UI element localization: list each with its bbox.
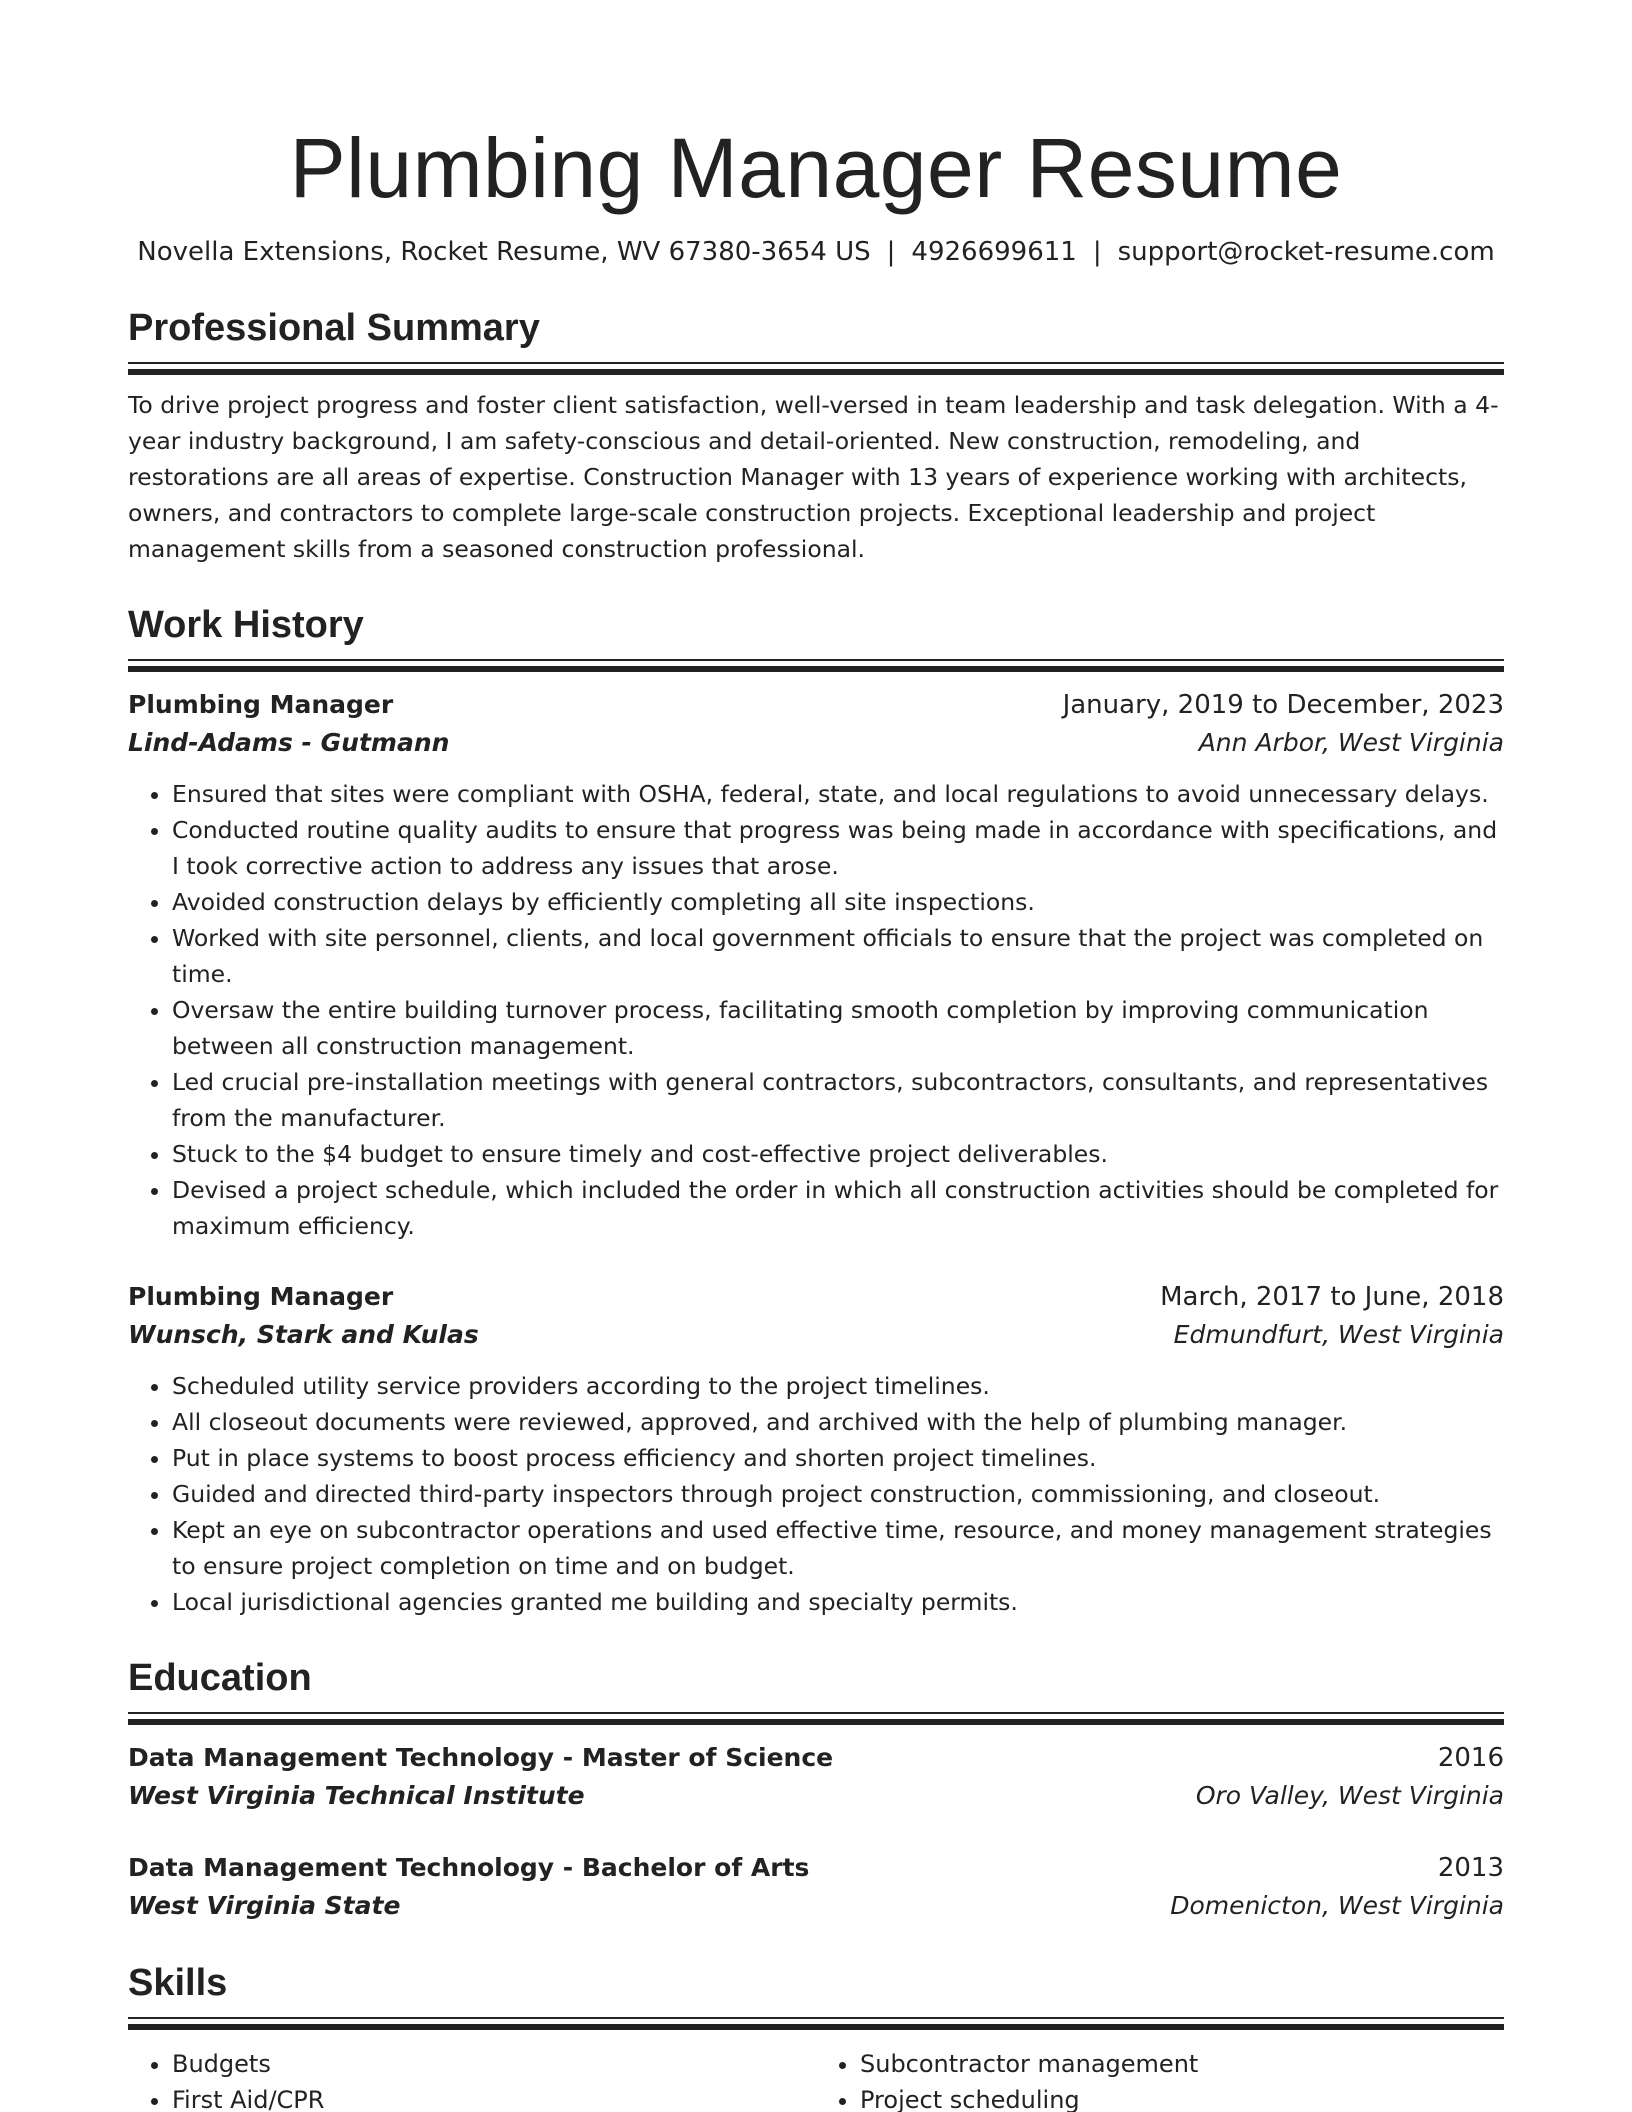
- skills-heading: Skills: [128, 1962, 228, 2004]
- job-header: [128, 1278, 1504, 1316]
- bullet-item: • Scheduled utility service providers according to the project timelines.: [172, 1368, 1504, 1404]
- summary-text: To drive project progress and foster client satisfaction, well-versed in team leadership and task delegation. With a 4-year industry background, I am safety-conscious and detail-oriented. New construction, remodeling, and restorations are all areas of expertise. Construction Manager with 13 years of experience working with architects, owners, and contractors to complete large-scale construction projects. Exceptional leadership and project management skills from a seasoned construction professional.: [128, 391, 1499, 563]
- job-bullets: [128, 776, 1504, 1244]
- skill-item: • Project scheduling: [860, 2082, 1504, 2112]
- education-degree: Data Management Technology - Bachelor of Arts: [128, 1853, 810, 1882]
- education-location: Oro Valley, West Virginia: [1195, 1781, 1504, 1810]
- bullet-item: • Stuck to the $4 budget to ensure timely and cost-effective project deliverables.: [172, 1136, 1504, 1172]
- skills-column-right: [816, 2046, 1504, 2112]
- job-header: [128, 686, 1504, 724]
- skills-column-left: [128, 2046, 816, 2112]
- education-year: 2013: [1437, 1853, 1504, 1883]
- bullet-item: • Led crucial pre-installation meetings with general contractors, subcontractors, consultants, and representatives from the manufacturer.: [172, 1064, 1504, 1136]
- education-heading: Education: [128, 1657, 312, 1699]
- contact-email: support@rocket-resume.com: [1117, 237, 1495, 267]
- job-subheader: [128, 724, 1504, 762]
- bullet-item: • Worked with site personnel, clients, and local government officials to ensure that the project was completed on time.: [172, 920, 1504, 992]
- bullet-item: • Put in place systems to boost process efficiency and shorten project timelines.: [172, 1440, 1504, 1476]
- bullet-item: • Guided and directed third-party inspectors through project construction, commissioning, and closeout.: [172, 1476, 1504, 1512]
- resume-title: Plumbing Manager Resume: [289, 121, 1343, 215]
- bullet-item: • Ensured that sites were compliant with OSHA, federal, state, and local regulations to avoid unnecessary delays.: [172, 776, 1504, 812]
- job-subheader: [128, 1316, 1504, 1354]
- education-entry: [128, 1849, 1504, 1925]
- education-school: West Virginia Technical Institute: [128, 1781, 585, 1810]
- bullet-item: • Avoided construction delays by efficiently completing all site inspections.: [172, 884, 1504, 920]
- summary-heading: Professional Summary: [128, 307, 540, 349]
- section-divider: [128, 1712, 1504, 1725]
- job-company: Lind-Adams - Gutmann: [128, 728, 450, 757]
- education-degree: Data Management Technology - Master of Science: [128, 1743, 834, 1772]
- bullet-item: • Devised a project schedule, which included the order in which all construction activities should be completed for maximum efficiency.: [172, 1172, 1504, 1244]
- skill-item: • First Aid/CPR: [172, 2082, 816, 2112]
- education-header: [128, 1739, 1504, 1777]
- contact-line: [128, 234, 1504, 270]
- education-header: [128, 1849, 1504, 1887]
- education-entry: [128, 1739, 1504, 1815]
- education-year: 2016: [1437, 1743, 1504, 1773]
- job-dates: January, 2019 to December, 2023: [1062, 690, 1504, 720]
- bullet-item: • Conducted routine quality audits to ensure that progress was being made in accordance with specifications, and I took corrective action to address any issues that arose.: [172, 812, 1504, 884]
- job-title: Plumbing Manager: [128, 690, 394, 719]
- bullet-item: • Kept an eye on subcontractor operations and used effective time, resource, and money management strategies to ensure project completion on time and on budget.: [172, 1512, 1504, 1584]
- contact-phone: 4926699611: [911, 237, 1077, 267]
- job-dates: March, 2017 to June, 2018: [1160, 1282, 1504, 1312]
- bullet-item: • All closeout documents were reviewed, approved, and archived with the help of plumbing manager.: [172, 1404, 1504, 1440]
- job-entry: [128, 1278, 1504, 1620]
- section-divider: [128, 362, 1504, 375]
- education-subheader: [128, 1887, 1504, 1925]
- bullet-item: • Oversaw the entire building turnover process, facilitating smooth completion by improving communication between all construction management.: [172, 992, 1504, 1064]
- education-school: West Virginia State: [128, 1891, 401, 1920]
- bullet-item: • Local jurisdictional agencies granted me building and specialty permits.: [172, 1584, 1504, 1620]
- job-bullets: [128, 1368, 1504, 1620]
- skill-item: • Budgets: [172, 2046, 816, 2082]
- section-divider: [128, 2017, 1504, 2030]
- section-divider: [128, 659, 1504, 672]
- skills-list: [128, 2046, 1504, 2112]
- job-entry: [128, 686, 1504, 1244]
- job-location: Ann Arbor, West Virginia: [1198, 728, 1504, 757]
- job-company: Wunsch, Stark and Kulas: [128, 1320, 479, 1349]
- contact-separator: |: [886, 237, 896, 267]
- contact-address: Novella Extensions, Rocket Resume, WV 67380-3654 US: [137, 237, 871, 267]
- resume-page: [128, 118, 1504, 2112]
- contact-separator: |: [1092, 237, 1102, 267]
- skill-item: • Subcontractor management: [860, 2046, 1504, 2082]
- job-location: Edmundfurt, West Virginia: [1173, 1320, 1504, 1349]
- job-title: Plumbing Manager: [128, 1282, 394, 1311]
- education-location: Domenicton, West Virginia: [1170, 1891, 1504, 1920]
- work-history-heading: Work History: [128, 604, 364, 646]
- education-subheader: [128, 1777, 1504, 1815]
